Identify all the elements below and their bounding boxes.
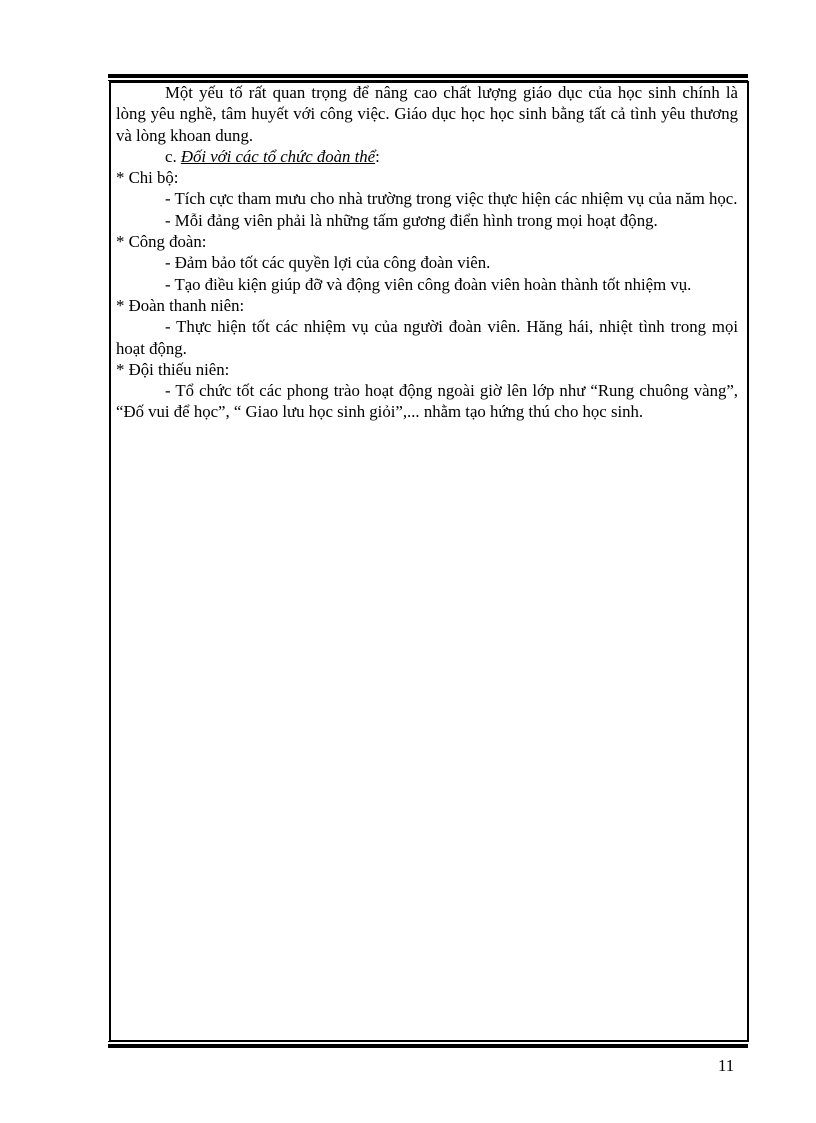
section-heading-label: c. bbox=[165, 146, 181, 166]
section-heading-title: Đối với các tổ chức đoàn thể bbox=[180, 146, 376, 166]
section-heading-suffix: : bbox=[375, 146, 380, 166]
group-title-doi-thieu-nien: * Đội thiếu niên: bbox=[116, 359, 230, 379]
group-title-chi-bo: * Chi bộ: bbox=[116, 168, 179, 188]
list-item: - Tạo điều kiện giúp đỡ và động viên công đoàn viên hoàn thành tốt nhiệm vụ. bbox=[165, 274, 692, 294]
list-item: - Tổ chức tốt các phong trào hoạt động ngoài giờ lên lớp như “Rung chuông vàng”, “Đố vui để học”, “ Giao lưu học sinh giỏi”,... nhằm tạo hứng thú cho học sinh. bbox=[116, 381, 738, 422]
document-body bbox=[116, 82, 738, 423]
list-item: - Thực hiện tốt các nhiệm vụ của người đoàn viên. Hăng hái, nhiệt tình trong mọi hoạt động. bbox=[116, 317, 738, 358]
top-border-thick bbox=[108, 74, 748, 78]
section-heading bbox=[116, 146, 738, 167]
list-item: - Đảm bảo tốt các quyền lợi của công đoàn viên. bbox=[165, 253, 491, 273]
intro-paragraph: Một yếu tố rất quan trọng để nâng cao chất lượng giáo dục của học sinh chính là lòng yêu nghề, tâm huyết với công việc. Giáo dục học học sinh bằng tất cả tình yêu thương và lòng khoan dung. bbox=[116, 83, 738, 145]
list-item: - Tích cực tham mưu cho nhà trường trong việc thực hiện các nhiệm vụ của năm học. bbox=[165, 189, 738, 209]
list-item: - Mỗi đảng viên phải là những tấm gương điển hình trong mọi hoạt động. bbox=[165, 210, 658, 230]
bottom-border-thin bbox=[108, 1041, 748, 1042]
group-title-doan-thanh-nien: * Đoàn thanh niên: bbox=[116, 295, 245, 315]
page-number: 11 bbox=[718, 1056, 735, 1075]
bottom-border-thick bbox=[108, 1044, 748, 1048]
group-title-cong-doan: * Công đoàn: bbox=[116, 232, 207, 252]
